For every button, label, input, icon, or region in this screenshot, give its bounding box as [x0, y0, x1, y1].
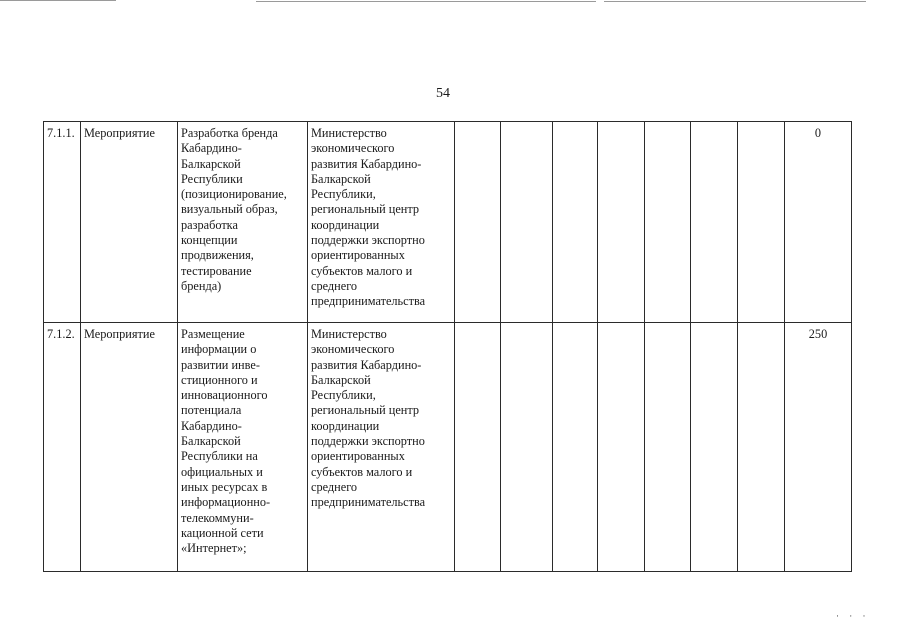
- scan-specks: · · ·: [836, 611, 870, 621]
- scan-artifact-top-left: [0, 0, 116, 1]
- empty-cell: [553, 323, 598, 572]
- empty-cell: [553, 122, 598, 323]
- scan-artifact-top-middle: [256, 1, 596, 2]
- empty-cell: [645, 323, 691, 572]
- row-type: Мероприятие: [81, 323, 178, 572]
- row-executor: Министерство экономического развития Кабардино- Балкарской Республики, региональный центр координации поддержки экспортно ориентированных субъектов малого и среднего предпринимательства: [308, 122, 455, 323]
- row-funding-value: 0: [785, 122, 852, 323]
- row-code: 7.1.2.: [44, 323, 81, 572]
- row-measure-name: Размещение информации о развитии инве- стиционного и инновационного потенциала Кабардино- Балкарской Республики на официальных и иных ресурсах в информационно- телекоммуни- кационной сети «Интернет»;: [178, 323, 308, 572]
- measures-table: [43, 121, 852, 572]
- scan-artifact-top-right: [604, 1, 866, 2]
- row-funding-value: 250: [785, 323, 852, 572]
- empty-cell: [455, 122, 501, 323]
- table-row: [44, 122, 852, 323]
- page-number: 54: [436, 86, 450, 101]
- empty-cell: [738, 122, 785, 323]
- row-type: Мероприятие: [81, 122, 178, 323]
- table-row: [44, 323, 852, 572]
- empty-cell: [501, 122, 553, 323]
- row-measure-name: Разработка бренда Кабардино- Балкарской Республики (позиционирование, визуальный образ, разработка концепции продвижения, тестирование бренда): [178, 122, 308, 323]
- empty-cell: [691, 323, 738, 572]
- empty-cell: [598, 323, 645, 572]
- empty-cell: [501, 323, 553, 572]
- row-code: 7.1.1.: [44, 122, 81, 323]
- empty-cell: [691, 122, 738, 323]
- empty-cell: [455, 323, 501, 572]
- empty-cell: [645, 122, 691, 323]
- empty-cell: [738, 323, 785, 572]
- empty-cell: [598, 122, 645, 323]
- row-executor: Министерство экономического развития Кабардино- Балкарской Республики, региональный центр координации поддержки экспортно ориентированных субъектов малого и среднего предпринимательства: [308, 323, 455, 572]
